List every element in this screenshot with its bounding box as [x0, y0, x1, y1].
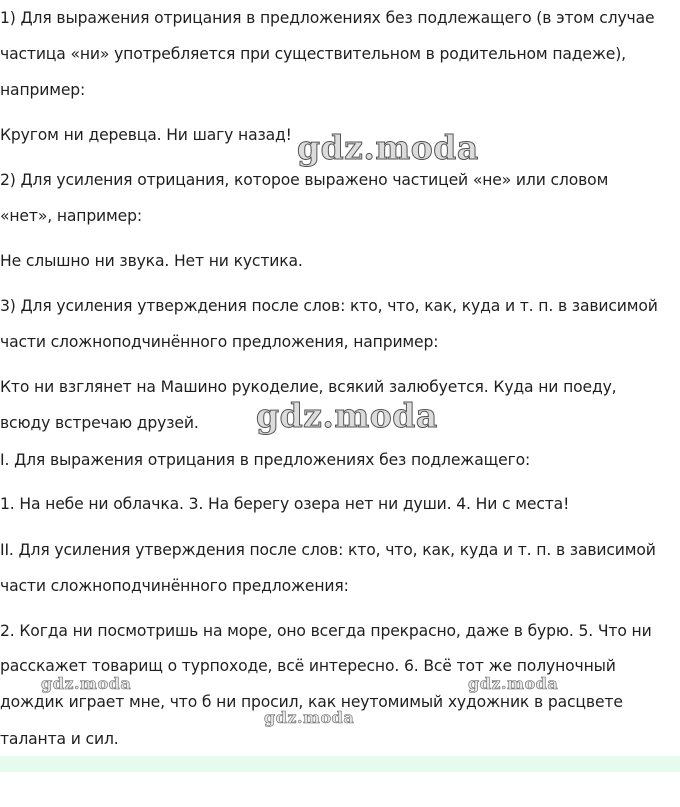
watermark: gdz.moda — [468, 674, 559, 693]
text-line: Кто ни взглянет на Машино рукоделие, всякий залюбуется. Куда ни поеду, — [0, 378, 617, 396]
text-line: части сложноподчинённого предложения, например: — [0, 333, 439, 351]
text-line: например: — [0, 81, 86, 99]
text-line: Кругом ни деревца. Ни шагу назад! — [0, 126, 292, 144]
bottom-band — [0, 756, 680, 772]
text-line: всюду встречаю друзей. — [0, 414, 199, 432]
watermark: gdz.moda — [264, 708, 355, 727]
text-line: частица «ни» употребляется при существительном в родительном падеже), — [0, 45, 626, 63]
watermark: gdz.moda — [256, 396, 438, 435]
text-line: дождик играет мне, что б ни просил, как неутомимый художник в расцвете — [0, 693, 623, 711]
text-line: II. Для усиления утверждения после слов: кто, что, как, куда и т. п. в зависимой — [0, 541, 656, 559]
text-line: таланта и сил. — [0, 730, 119, 748]
text-line: «нет», например: — [0, 207, 142, 225]
text-line: Не слышно ни звука. Нет ни кустика. — [0, 252, 303, 270]
text-line: I. Для выражения отрицания в предложениях без подлежащего: — [0, 451, 531, 469]
text-line: 2) Для усиления отрицания, которое выражено частицей «не» или словом — [0, 171, 609, 189]
watermark: gdz.moda — [297, 128, 479, 167]
text-line: 1) Для выражения отрицания в предложениях без подлежащего (в этом случае — [0, 9, 655, 27]
watermark: gdz.moda — [41, 674, 132, 693]
text-line: части сложноподчинённого предложения: — [0, 577, 349, 595]
text-line: 3) Для усиления утверждения после слов: кто, что, как, куда и т. п. в зависимой — [0, 297, 658, 315]
text-line: 2. Когда ни посмотришь на море, оно всегда прекрасно, даже в бурю. 5. Что ни — [0, 622, 652, 640]
text-line: 1. На небе ни облачка. 3. На берегу озера нет ни души. 4. Ни с места! — [0, 495, 570, 513]
text-line: расскажет товарищ о турпоходе, всё интересно. 6. Всё тот же полуночный — [0, 657, 616, 675]
